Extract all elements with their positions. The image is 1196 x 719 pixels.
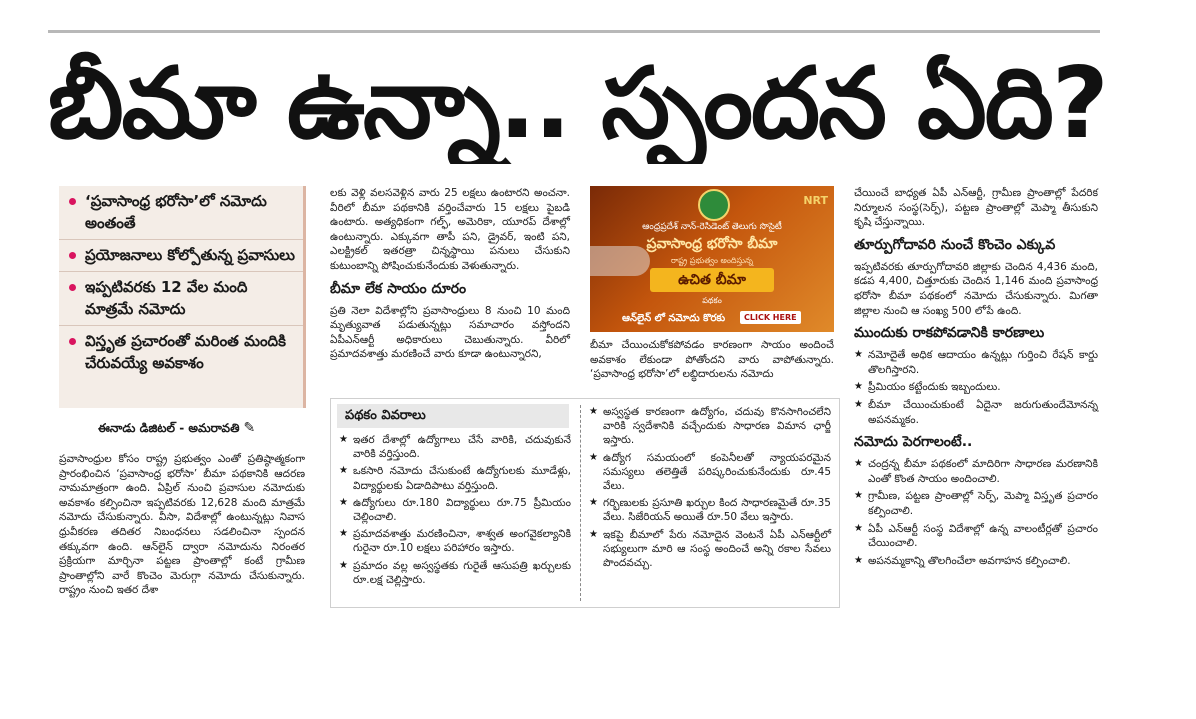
- ad-free-insurance: ఉచిత బీమా: [650, 268, 774, 292]
- reason-item: ★ నమోదైతే అధిక ఆదాయం ఉన్నట్లు గుర్తించి రేషన్ కార్డు తొలగిస్తారని.: [854, 349, 1098, 376]
- detail-item: ★ ప్రమాదవశాత్తు మరణించినా, శాశ్వత అంగవైకల్యానికి గురైనా రూ.10 లక్షలు పరిహారం ఇస్తారు.: [339, 528, 571, 555]
- highlight-item: విస్తృత ప్రచారంతో మరింత మందికి చేరువయ్యే అవకాశం: [59, 326, 303, 379]
- star-icon: ★: [854, 398, 863, 410]
- nrt-logo: NRT: [803, 194, 828, 207]
- star-icon: ★: [854, 554, 863, 566]
- detail-item: ★ ఉద్యోగ సమయంలో కంపెనీలతో న్యాయపరమైన సమస్యలు తలెత్తితే పరిష్కరించుకునేందుకు రూ.45 వేలు.: [589, 451, 831, 493]
- scheme-details-box: [330, 398, 840, 608]
- detail-item: ★ ఇతర దేశాల్లో ఉద్యోగాలు చేసే వారికి, చదువుకునే వారికి వర్తిస్తుంది.: [339, 434, 571, 461]
- star-icon: ★: [589, 528, 598, 540]
- ad-state-line: రాష్ట్ర ప్రభుత్వం అందిస్తున్న: [671, 256, 753, 265]
- star-icon: ★: [339, 465, 348, 477]
- body-text: లకు వెళ్లి వలసవెళ్లిన వారు 25 లక్షలు ఉంటారని అంచనా. వీరిలో బీమా పథకానికి వర్తించేవారు 15 లక్షలు పైబడి ఉంటారు. అత్యధికంగా గల్ఫ్, అమెరికా, యూరప్ దేశాల్లో ఉంటున్నారు. ఎక్కువగా తాపీ పని, డ్రైవర్, ఇంటి పని, ఎలక్ట్రికల్ ఇతరత్రా చిన్నస్థాయి పనులు చేసుకుని కుటుంబాన్ని పోషించుకునేందుకు వెళుతున్నారు.: [330, 187, 570, 272]
- bullet-icon: [69, 338, 76, 345]
- body-text: ప్రతి నెలా విదేశాల్లోని ప్రవాసాంధ్రులు 8 నుంచి 10 మంది మృత్యువాత పడుతున్నట్లు సమాచారం వస్తోందని ఏపీఎన్ఆర్టీ అధికారులు చెబుతున్నారు. వీరిలో ప్రమాదవశాత్తు మరణించే వారు కూడా ఉంటున్నారని,: [330, 304, 570, 361]
- suggestion-item: ★ ఏపీ ఎన్ఆర్టీ సంస్థ విదేశాల్లో ఉన్న వాలంటీర్లతో ప్రచారం చేయించాలి.: [854, 522, 1098, 550]
- highlight-item: ‘ప్రవాసాంధ్ర భరోసా’లో నమోదు అంతంతే: [59, 186, 303, 240]
- star-icon: ★: [854, 490, 863, 502]
- star-icon: ★: [339, 559, 348, 571]
- highlight-item: ఇప్పటివరకు 12 వేల మంది మాత్రమే నమోదు: [59, 272, 303, 326]
- body-text: బీమా చేయించుకోకపోవడం కారణంగా సాయం అందించే అవకాశం లేకుండా పోతోందని వారు వాపోతున్నారు. ‘ప్రవాసాంధ్ర భరోసా’లో లబ్ధిదారులను నమోదు: [590, 339, 834, 381]
- star-icon: ★: [854, 522, 863, 534]
- subheading: నమోదు పెరగాలంటే..: [854, 434, 973, 451]
- details-left-list: [339, 433, 571, 590]
- detail-item: ★ ఒకసారి నమోదు చేసుకుంటే ఉద్యోగులకు మూడేళ్లు, విద్యార్థులకు ఏడాదిపాటు వర్తిస్తుంది.: [339, 465, 571, 492]
- ad-scheme-name: ప్రవాసాంధ్ర భరోసా బీమా: [646, 236, 778, 252]
- bullet-icon: [69, 198, 76, 205]
- detail-item: ★ గర్భిణులకు ప్రసూతి ఖర్చుల కింద సాధారణమైతే రూ.35 వేలు. సిజేరియన్ అయితే రూ.50 వేలు ఇస్తారు.: [589, 497, 831, 524]
- detail-item: ★ అస్వస్థత కారణంగా ఉద్యోగం, చదువు కొనసాగించలేని వారికి స్వదేశానికి వచ్చేందుకు సాధారణ విమాన ఛార్జీ ఇస్తారు.: [589, 406, 831, 447]
- star-icon: ★: [589, 406, 598, 417]
- click-here-button[interactable]: CLICK HERE: [740, 311, 801, 324]
- body-text: ప్రవాసాంధ్రుల కోసం రాష్ట్ర ప్రభుత్వం ఎంతో ప్రతిష్ఠాత్మకంగా ప్రారంభించిన ‘ప్రవాసాంధ్ర భరోసా’ బీమా పథకానికి ఆదరణ నామమాత్రంగా ఉంది. ఏప్రిల్ నుంచి ప్రవాసుల నమోదుకు అవకాశం కల్పించినా ఇప్పటివరకు 12,628 మంది మాత్రమే నమోదు చేసుకున్నారు. వీసా, విదేశాల్లో ఉంటున్నట్లు నివాస ధ్రువీకరణ తదితర నిబంధనలు సడలించినా స్పందన తక్కువగా ఉంది. ఆన్‌లైన్ ద్వారా నమోదును నిరంతర ప్రక్రియగా మార్చినా పట్టణ ప్రాంతాల్లో కంటే గ్రామీణ ప్రాంతాల్లోని వారే కొంచెం మెరుగ్గా నమోదు చేసుకున్నారు. రాష్ట్రం నుంచి ఇతర దేశా: [59, 453, 305, 597]
- suggestion-item: ★ అపనమ్మకాన్ని తొలగించేలా అవగాహన కల్పించాలి.: [854, 554, 1071, 567]
- star-icon: ★: [339, 528, 348, 540]
- star-icon: ★: [589, 497, 598, 509]
- reason-item: ★ ప్రీమియం కట్టేందుకు ఇబ్బందులు.: [854, 381, 1001, 394]
- bullet-icon: [69, 284, 76, 291]
- headline: బీమా ఉన్నా.. స్పందన ఏది?: [48, 47, 1107, 161]
- ad-organization: ఆంధ్రప్రదేశ్ నాన్-రెసిడెంట్ తెలుగు సొసైటీ: [642, 222, 782, 232]
- subheading: బీమా లేక సాయం దూరం: [330, 280, 467, 297]
- pen-icon: ✎: [243, 420, 256, 436]
- star-icon: ★: [854, 349, 863, 361]
- ad-online-text: ఆన్‌లైన్ లో నమోదు కొరకు: [622, 313, 726, 324]
- subheading: తూర్పుగోదావరి నుంచే కొంచెం ఎక్కువ: [854, 236, 1056, 253]
- star-icon: ★: [854, 458, 863, 470]
- byline: ఈనాడు డిజిటల్ - అమరావతి ✎: [98, 420, 256, 436]
- column-1: [59, 452, 305, 602]
- ad-free-sub: పథకం: [702, 296, 722, 305]
- highlight-item: ప్రయోజనాలు కోల్పోతున్న ప్రవాసులు: [59, 240, 303, 272]
- subheading: ముందుకు రాకపోవడానికి కారణాలు: [854, 325, 1045, 342]
- bullet-icon: [69, 252, 76, 259]
- body-text: ఇప్పటివరకు తూర్పుగోదావరి జిల్లాకు చెందిన 4,436 మంది, కడప 4,400, చిత్తూరుకు చెందిన 1,146 మంది ప్రవాసాంధ్ర భరోసా బీమా పథకంలో నమోదు చేసుకున్నారు. మిగతా జిల్లాల నుంచి ఆ సంఖ్య 500 లోపే ఉంది.: [854, 260, 1098, 317]
- column-4: [854, 186, 1098, 571]
- highlights-box: [59, 186, 306, 408]
- suggestion-item: ★ గ్రామీణ, పట్టణ ప్రాంతాల్లో సెర్ప్, మెప్మా విస్తృత ప్రచారం కల్పించాలి.: [854, 490, 1098, 517]
- column-2: [330, 186, 570, 366]
- government-logo-icon: [698, 189, 730, 221]
- detail-item: ★ ప్రమాదం వల్ల అస్వస్థతకు గురైతే ఆసుపత్రి ఖర్చులకు రూ.లక్ష చెల్లిస్తారు.: [339, 559, 571, 586]
- column-divider: [580, 405, 581, 601]
- body-text: చేయించే బాధ్యత ఏపీ ఎన్ఆర్టీ, గ్రామీణ ప్రాంతాల్లో పేదరిక నిర్మూలన సంస్థ(సెర్ప్), పట్టణ ప్రాంతాల్లో మెప్మా తీసుకుని కృషి చేస్తున్నాయి.: [854, 187, 1098, 229]
- suggestion-item: ★ చంద్రన్న బీమా పథకంలో మాదిరిగా సాధారణ మరణానికి ఎంతో కొంత సాయం అందించాలి.: [854, 458, 1098, 485]
- reason-item: ★ బీమా చేయించుకుంటే ఏదైనా జరుగుతుందేమోనన్న అపనమ్మకం.: [854, 398, 1098, 426]
- details-right-list: [589, 405, 831, 573]
- column-3: [590, 338, 834, 386]
- star-icon: ★: [339, 496, 348, 508]
- top-rule: [48, 30, 1100, 33]
- scheme-advertisement: [590, 186, 834, 332]
- detail-item: ★ ఇకపై బీమాలో పేరు నమోదైన వెంటనే ఏపీ ఎన్ఆర్టీలో సభ్యులుగా మారి ఆ సంస్థ అందించే అన్ని రకాల సేవలు పొందవచ్చు.: [589, 528, 831, 570]
- detail-item: ★ ఉద్యోగులు రూ.180 విద్యార్థులు రూ.75 ప్రీమియం చెల్లించాలి.: [339, 496, 571, 524]
- star-icon: ★: [589, 451, 598, 463]
- star-icon: ★: [339, 434, 348, 445]
- details-title: పథకం వివరాలు: [337, 404, 569, 428]
- star-icon: ★: [854, 381, 863, 393]
